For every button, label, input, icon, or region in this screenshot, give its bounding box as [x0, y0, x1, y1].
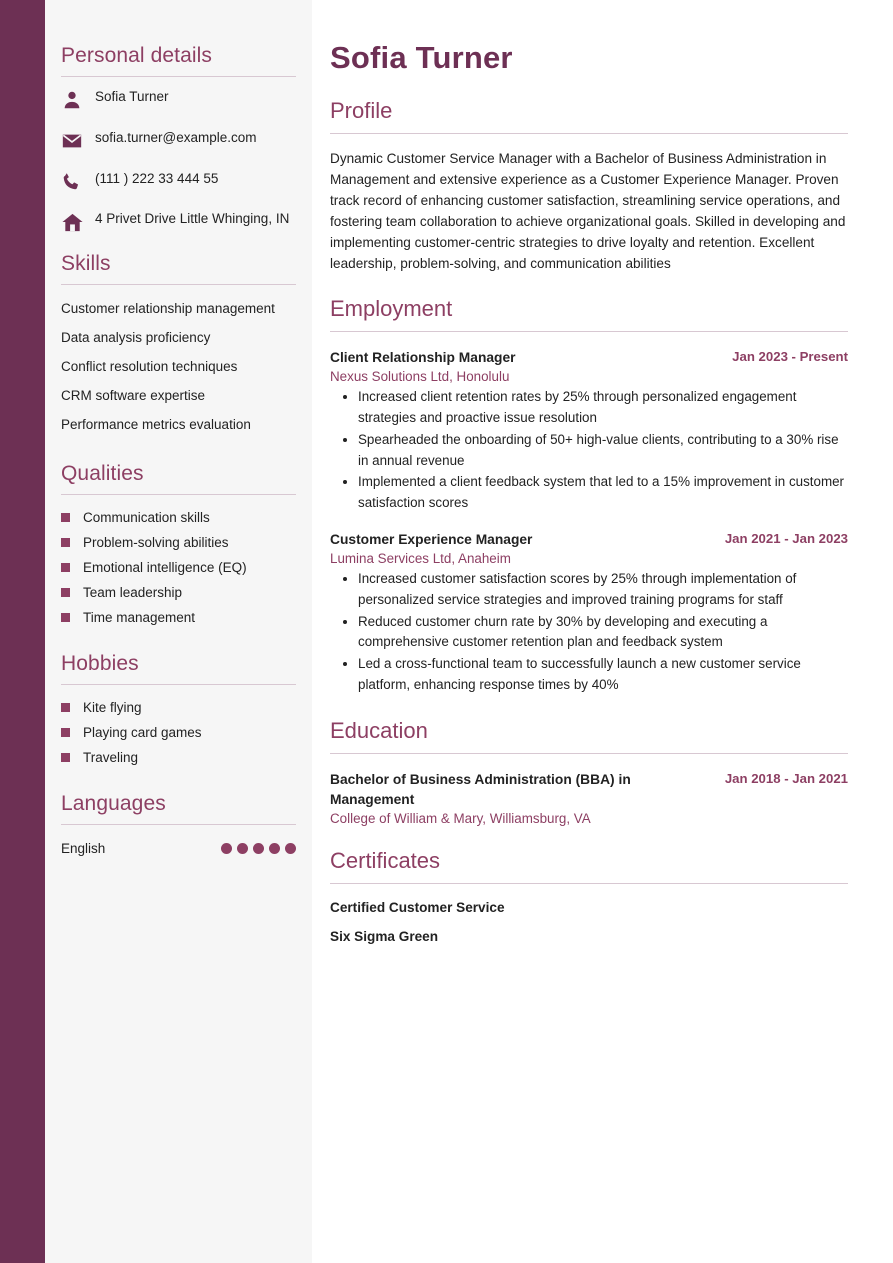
skill-item: Customer relationship management — [61, 301, 275, 316]
bullet-square-icon — [61, 728, 70, 737]
employment-entry-header — [330, 530, 848, 550]
sidebar-heading-personal-details: Personal details — [61, 44, 296, 77]
bullet-square-icon — [61, 703, 70, 712]
employment-organization: Nexus Solutions Ltd, Honolulu — [330, 369, 510, 385]
main-content — [312, 0, 893, 1263]
skill-item: Conflict resolution techniques — [61, 358, 238, 374]
section-heading-certificates: Certificates — [330, 848, 848, 884]
quality-item — [61, 580, 296, 605]
employment-date: Jan 2021 - Jan 2023 — [724, 530, 848, 546]
education-organization: College of William & Mary, Williamsburg, VA — [330, 810, 591, 826]
bullet-square-icon — [61, 513, 70, 522]
contact-phone-text: (111 ) 222 33 444 55 — [95, 171, 219, 186]
employment-entry — [330, 530, 848, 696]
education-entry — [330, 770, 848, 826]
employment-organization: Lumina Services Ltd, Anaheim — [330, 550, 511, 566]
level-dot — [253, 843, 264, 854]
left-color-band — [0, 0, 45, 1263]
section-heading-education: Education — [330, 718, 848, 754]
hobby-label: Traveling — [83, 749, 139, 765]
section-education — [330, 718, 848, 826]
sidebar-heading-hobbies: Hobbies — [61, 652, 296, 685]
section-employment — [330, 296, 848, 695]
sidebar-section-qualities — [61, 462, 296, 630]
quality-label: Team leadership — [83, 584, 183, 600]
skill-item: CRM software expertise — [61, 387, 206, 403]
section-heading-employment: Employment — [330, 296, 848, 332]
employment-bullets — [330, 569, 848, 696]
skill-item: Performance metrics evaluation — [61, 416, 251, 432]
quality-label: Communication skills — [83, 509, 210, 525]
page-title: Sofia Turner — [330, 40, 513, 75]
employment-title: Client Relationship Manager — [330, 350, 516, 366]
employment-bullet: • Increased customer satisfaction scores by 25% through implementation of personalized service strategies and improved training programs for staff — [358, 569, 848, 611]
quality-label: Emotional intelligence (EQ) — [83, 559, 247, 575]
sidebar-section-skills — [61, 252, 296, 440]
language-label: English — [61, 840, 106, 856]
phone-icon — [61, 169, 95, 192]
hobby-label: Kite flying — [83, 699, 142, 715]
home-icon — [61, 209, 95, 234]
bullet-square-icon — [61, 588, 70, 597]
bullet-square-icon — [61, 538, 70, 547]
employment-entry-header — [330, 348, 848, 368]
certificate-item: Six Sigma Green — [330, 928, 439, 944]
sidebar-section-personal-details — [61, 44, 296, 234]
sidebar — [45, 0, 312, 1263]
quality-label: Time management — [83, 609, 196, 625]
contact-row-phone — [61, 169, 296, 192]
hobby-label: Playing card games — [83, 724, 202, 740]
envelope-icon — [61, 128, 95, 152]
sidebar-section-languages — [61, 792, 296, 856]
bullet-square-icon — [61, 613, 70, 622]
skill-item: Data analysis proficiency — [61, 329, 211, 345]
sidebar-heading-languages: Languages — [61, 792, 296, 825]
employment-bullet: • Led a cross-functional team to successfully launch a new customer service platform, enhancing response times by 40% — [358, 654, 848, 696]
employment-bullets — [330, 387, 848, 514]
level-dot — [285, 843, 296, 854]
sidebar-section-hobbies — [61, 652, 296, 770]
education-title: Bachelor of Business Administration (BBA) in Management — [330, 771, 631, 807]
employment-date: Jan 2023 - Present — [732, 349, 848, 365]
section-heading-profile: Profile — [330, 98, 848, 134]
contact-row-email — [61, 128, 296, 152]
employment-bullet: • Reduced customer churn rate by 30% by developing and executing a comprehensive customer retention plan and feedback system — [358, 612, 848, 654]
employment-title: Customer Experience Manager — [330, 531, 533, 547]
profile-text: Dynamic Customer Service Manager with a Bachelor of Business Administration in Management and extensive experience as a Customer Experience Manager. Proven track record of enhancing customer satisfaction, streamlining service operations, and fostering team collaboration to achieve organizational goals. Skilled in developing and implementing customer-centric strategies to drive loyalty and retention. Excellent leadership, problem-solving, and communication abilities — [330, 151, 846, 272]
bullet-square-icon — [61, 563, 70, 572]
contact-row-address — [61, 209, 296, 234]
contact-name-text: Sofia Turner — [95, 89, 169, 104]
contact-email-text[interactable]: sofia.turner@example.com — [95, 130, 257, 145]
section-certificates — [330, 848, 848, 944]
contact-row-name — [61, 87, 296, 111]
person-icon — [61, 87, 95, 111]
education-date: Jan 2018 - Jan 2021 — [724, 770, 848, 786]
level-dot — [221, 843, 232, 854]
quality-label: Problem-solving abilities — [83, 534, 229, 550]
section-profile — [330, 98, 848, 274]
level-dot — [237, 843, 248, 854]
employment-bullet: • Increased client retention rates by 25% through personalized engagement strategies and proactive issue resolution — [358, 387, 848, 429]
sidebar-heading-qualities: Qualities — [61, 462, 296, 495]
quality-item — [61, 505, 296, 530]
quality-item — [61, 530, 296, 555]
quality-item — [61, 555, 296, 580]
hobby-item — [61, 695, 296, 720]
sidebar-heading-skills: Skills — [61, 252, 296, 285]
education-entry-header — [330, 770, 848, 810]
level-dot — [269, 843, 280, 854]
language-level-dots — [221, 843, 296, 854]
hobby-item — [61, 745, 296, 770]
certificate-item: Certified Customer Service — [330, 899, 505, 915]
employment-entry — [330, 348, 848, 514]
employment-bullet: • Spearheaded the onboarding of 50+ high-value clients, contributing to a 30% rise in annual revenue — [358, 430, 848, 472]
quality-item — [61, 605, 296, 630]
hobby-item — [61, 720, 296, 745]
contact-address-text: 4 Privet Drive Little Whinging, IN — [95, 211, 290, 226]
employment-bullet: • Implemented a client feedback system that led to a 15% improvement in customer satisfaction scores — [358, 472, 848, 514]
language-item — [61, 835, 296, 856]
bullet-square-icon — [61, 753, 70, 762]
